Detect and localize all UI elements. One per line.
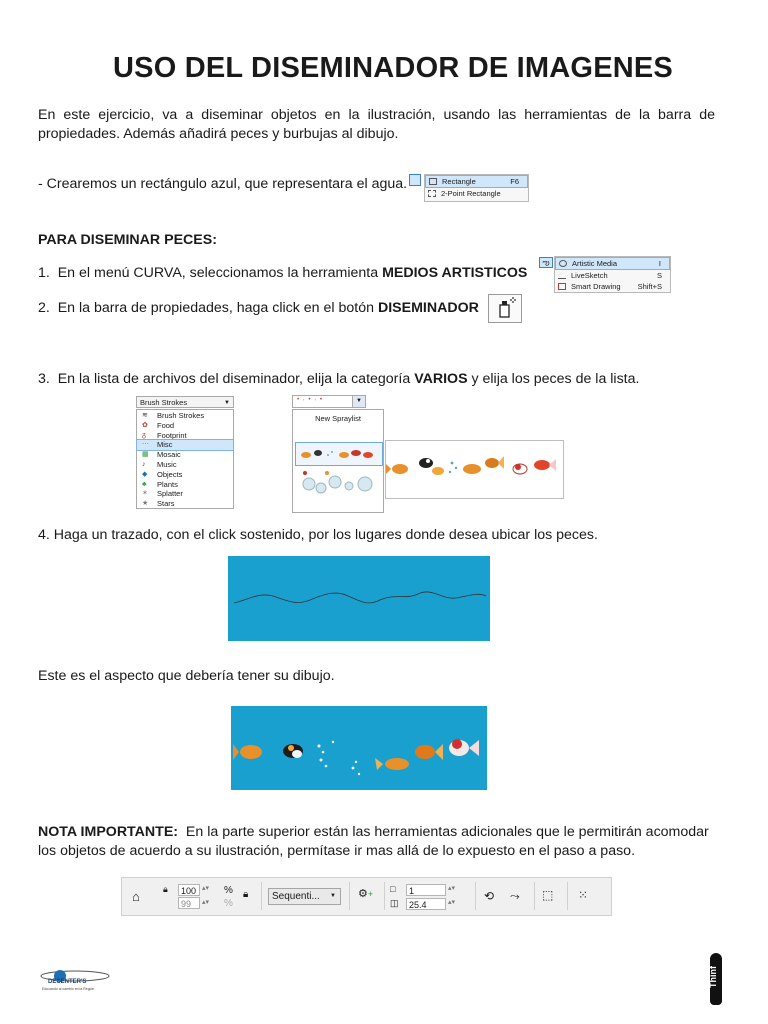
- reset-icon[interactable]: ⬚: [542, 888, 554, 902]
- menu-item-label: 2-Point Rectangle: [441, 189, 501, 198]
- category-icon: ★: [142, 500, 149, 508]
- spin-down-icon[interactable]: ▴▾: [202, 899, 210, 906]
- category-item[interactable]: [137, 460, 233, 470]
- step-2-text: 2. En la barra de propiedades, haga click en el botón: [38, 300, 378, 316]
- category-icon: ᵹ: [142, 431, 146, 439]
- rectangle-tool-icon[interactable]: [409, 174, 421, 186]
- bubble-spraylist-item[interactable]: [295, 470, 381, 500]
- category-icon: ◆: [142, 470, 148, 478]
- category-item[interactable]: [137, 450, 233, 460]
- menu-item-2-point-rectangle[interactable]: [425, 188, 528, 199]
- freehand-path: [228, 556, 490, 641]
- offset-icon[interactable]: ⤳: [510, 889, 520, 903]
- step-3-text: 3. En la lista de archivos del diseminador, elija la categoría: [38, 371, 415, 387]
- fish-result-image: [231, 706, 487, 790]
- menu-item-label: LiveSketch: [571, 271, 608, 280]
- property-toolbar: [121, 877, 612, 916]
- size-bottom-input[interactable]: 99: [178, 897, 200, 909]
- percent-label: %: [224, 885, 233, 896]
- spacing-spin-icon[interactable]: ▴▾: [448, 899, 456, 906]
- menu-item-shortcut: I: [658, 259, 661, 268]
- spin-up-icon[interactable]: ▴▾: [202, 885, 210, 892]
- category-label: Objects: [157, 469, 183, 479]
- smart-drawing-icon: [558, 283, 566, 290]
- category-item[interactable]: [137, 489, 233, 499]
- section-heading: PARA DISEMINAR PECES:: [38, 232, 217, 248]
- step-3: [38, 370, 639, 389]
- category-list: [136, 409, 234, 509]
- fish-preview-image: [386, 441, 563, 498]
- menu-item-rectangle[interactable]: [425, 175, 528, 188]
- artistic-media-flyout: [539, 256, 671, 294]
- brush-icon: [559, 260, 567, 267]
- spraylist-select[interactable]: [292, 395, 366, 408]
- category-item[interactable]: [137, 480, 233, 490]
- category-item[interactable]: [137, 440, 233, 450]
- step-1: [38, 264, 527, 283]
- bubble-thumbnails-icon: [295, 470, 381, 500]
- rectangle-tool-flyout: [409, 174, 529, 202]
- rotation-icon[interactable]: ⟲: [484, 889, 495, 903]
- rectangle-icon: [429, 178, 437, 185]
- step-3-bold: VARIOS: [414, 371, 468, 387]
- category-label: Splatter: [157, 489, 183, 499]
- spray-preview: [385, 440, 564, 499]
- artistic-media-tool-icon[interactable]: ఌ: [539, 257, 553, 268]
- menu-item-shortcut: F6: [510, 177, 519, 186]
- lock-size-icon[interactable]: ⌂: [132, 889, 140, 904]
- menu-item-label: Smart Drawing: [571, 282, 621, 291]
- result-drawing: [231, 706, 487, 790]
- thinf-logo: [700, 948, 728, 1008]
- step-2-bold: DISEMINADOR: [377, 300, 479, 316]
- step-3-suffix: y elija los peces de la lista.: [467, 371, 640, 387]
- category-label: Music: [157, 459, 177, 469]
- step-1-text: 1. En el menú CURVA, seleccionamos la herramienta: [38, 265, 383, 281]
- chevron-down-icon: ▼: [352, 396, 365, 407]
- category-label: Mosaic: [157, 450, 181, 460]
- step-1-bold: MEDIOS ARTISTICOS: [382, 265, 528, 281]
- note-line-2: los objetos de acuerdo a su ilustración, permítase ir mas allá de lo expuesto en el paso a paso.: [38, 843, 636, 859]
- sprayer-button[interactable]: [488, 294, 522, 323]
- step-2: [38, 299, 479, 318]
- livesketch-icon: [558, 272, 566, 279]
- category-item[interactable]: [137, 431, 233, 441]
- spacing-icon: ◫: [390, 898, 399, 908]
- menu-item-livesketch[interactable]: [555, 270, 670, 281]
- note-line-1: [38, 823, 728, 842]
- fish-spraylist-item[interactable]: [295, 442, 383, 466]
- dab-spin-icon[interactable]: ▴▾: [448, 885, 456, 892]
- dabs-icon: □: [390, 884, 396, 894]
- intro-line-2: propiedades. Además añadirá peces y burbujas al dibujo.: [38, 126, 399, 142]
- category-item[interactable]: [137, 421, 233, 431]
- water-rectangle-with-path: [228, 556, 490, 641]
- category-label: Brush Strokes: [157, 411, 205, 420]
- note-text: En la parte superior están las herramientas adicionales que le permitirán acomodar: [178, 824, 709, 840]
- rectangle-instruction: - Crearemos un rectángulo azul, que representara el agua.: [38, 176, 408, 192]
- category-icon: ♪: [142, 460, 146, 468]
- category-label: Misc: [157, 440, 173, 450]
- menu-item-label: Rectangle: [442, 177, 476, 186]
- category-icon: ♣: [142, 480, 147, 488]
- menu-item-smart-drawing[interactable]: [555, 281, 670, 292]
- chevron-down-icon: ▼: [224, 400, 230, 406]
- size-top-input[interactable]: 100: [178, 884, 200, 896]
- spray-order-select[interactable]: [268, 888, 341, 905]
- dab-count-input[interactable]: 1: [406, 884, 446, 896]
- percent-label-disabled: %: [224, 898, 233, 909]
- category-select[interactable]: [136, 396, 234, 408]
- result-caption: Este es el aspecto que debería tener su dibujo.: [38, 668, 335, 684]
- spraylist-panel: [292, 395, 386, 513]
- intro-line-1: En este ejercicio, va a diseminar objetos en la ilustración, usando las herramientas de la barra de: [38, 107, 715, 123]
- size-lock-icon: 🔒︎: [163, 884, 168, 894]
- page-title: USO DEL DISEMINADOR DE IMAGENES: [113, 52, 673, 84]
- menu-item-label: Artistic Media: [572, 259, 618, 268]
- logo-text: Thinf: [708, 966, 718, 988]
- two-point-rectangle-icon: [428, 190, 436, 197]
- category-icon: ⋯: [142, 441, 149, 449]
- category-label: Plants: [157, 479, 178, 489]
- lock-ratio-icon[interactable]: 🔒︎: [243, 889, 249, 900]
- decenters-logo: [38, 968, 112, 996]
- rectangle-menu: [424, 174, 529, 202]
- freehand-smoothing-icon[interactable]: ⁙: [578, 888, 589, 902]
- spraylist-items: [292, 409, 384, 513]
- menu-item-shortcut: S: [656, 271, 662, 280]
- spray-preview-icon: • ˖ • ˖ •: [297, 397, 323, 403]
- category-label: Food: [157, 420, 175, 430]
- spray-order-value: Sequenti...: [272, 891, 320, 902]
- logo-name: DECENTER'S: [48, 979, 87, 985]
- artistic-media-menu: [554, 256, 671, 293]
- menu-item-shortcut: Shift+S: [637, 282, 662, 291]
- category-item[interactable]: [137, 499, 233, 509]
- add-to-spraylist-icon[interactable]: ⚙+: [358, 888, 374, 900]
- category-label: Stars: [157, 499, 175, 509]
- spacing-input[interactable]: 25.4: [406, 898, 446, 910]
- menu-item-artistic-media[interactable]: [555, 257, 670, 270]
- category-icon: ✿: [142, 421, 148, 429]
- fish-thumbnails-icon: [296, 443, 382, 465]
- logo-tagline: Educando al cambio en la Región: [42, 987, 95, 991]
- category-item[interactable]: [137, 411, 233, 421]
- category-icon: ✶: [142, 490, 148, 498]
- step-4: 4. Haga un trazado, con el click sostenido, por los lugares donde desea ubicar los peces.: [38, 527, 598, 543]
- new-spraylist-item[interactable]: New Spraylist: [315, 414, 361, 423]
- spray-can-icon: [489, 295, 521, 322]
- chevron-down-icon: ▼: [330, 893, 336, 899]
- category-label: Footprint: [157, 430, 187, 440]
- category-icon: ≋: [142, 412, 148, 419]
- brush-category-dropdown: [136, 396, 236, 511]
- category-select-value: Brush Strokes: [140, 398, 188, 407]
- note-label: NOTA IMPORTANTE:: [38, 824, 179, 840]
- category-icon: ▦: [142, 451, 149, 459]
- category-item[interactable]: [137, 470, 233, 480]
